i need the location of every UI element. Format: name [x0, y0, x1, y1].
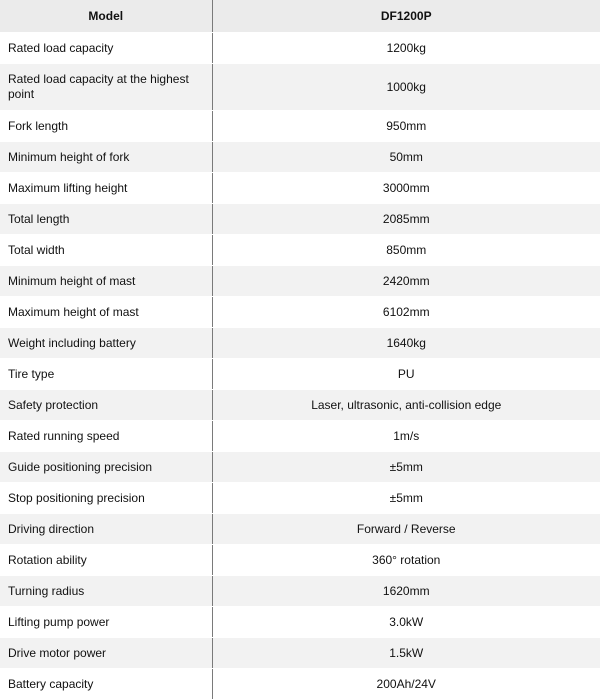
table-row [0, 142, 600, 173]
model-header-value: DF1200P [212, 0, 600, 33]
row-label: Minimum height of mast [0, 266, 212, 297]
row-label: Fork length [0, 111, 212, 142]
table-row [0, 297, 600, 328]
row-value: 6102mm [212, 297, 600, 328]
table-row [0, 669, 600, 700]
row-value: 1m/s [212, 421, 600, 452]
row-label: Rated load capacity at the highest point [0, 64, 212, 111]
row-value: Forward / Reverse [212, 514, 600, 545]
table-row [0, 328, 600, 359]
row-value: ±5mm [212, 483, 600, 514]
row-label: Rated load capacity [0, 33, 212, 64]
row-value: 1640kg [212, 328, 600, 359]
table-row [0, 390, 600, 421]
row-label: Rotation ability [0, 545, 212, 576]
table-row [0, 64, 600, 111]
row-label: Total width [0, 235, 212, 266]
row-label: Maximum lifting height [0, 173, 212, 204]
row-value: PU [212, 359, 600, 390]
table-row [0, 266, 600, 297]
row-label: Rated running speed [0, 421, 212, 452]
table-row [0, 607, 600, 638]
table-row [0, 452, 600, 483]
table-row [0, 421, 600, 452]
table-row [0, 483, 600, 514]
row-label: Maximum height of mast [0, 297, 212, 328]
row-value: 200Ah/24V [212, 669, 600, 700]
row-label: Turning radius [0, 576, 212, 607]
row-value: ±5mm [212, 452, 600, 483]
row-value: 50mm [212, 142, 600, 173]
row-value: 1200kg [212, 33, 600, 64]
row-value: 1.5kW [212, 638, 600, 669]
table-header-row [0, 0, 600, 33]
table-row [0, 204, 600, 235]
table-row [0, 111, 600, 142]
table-row [0, 359, 600, 390]
row-value: Laser, ultrasonic, anti-collision edge [212, 390, 600, 421]
row-label: Driving direction [0, 514, 212, 545]
table-row [0, 638, 600, 669]
table-row [0, 235, 600, 266]
row-label: Guide positioning precision [0, 452, 212, 483]
row-value: 950mm [212, 111, 600, 142]
row-value: 2085mm [212, 204, 600, 235]
row-label: Safety protection [0, 390, 212, 421]
table-row [0, 514, 600, 545]
row-value: 360° rotation [212, 545, 600, 576]
table-row [0, 576, 600, 607]
table-row [0, 33, 600, 64]
table-row [0, 545, 600, 576]
row-value: 2420mm [212, 266, 600, 297]
row-label: Stop positioning precision [0, 483, 212, 514]
row-value: 3000mm [212, 173, 600, 204]
row-label: Battery capacity [0, 669, 212, 700]
row-label: Lifting pump power [0, 607, 212, 638]
table-row [0, 173, 600, 204]
row-label: Weight including battery [0, 328, 212, 359]
model-header-label: Model [0, 0, 212, 33]
row-label: Drive motor power [0, 638, 212, 669]
row-value: 1620mm [212, 576, 600, 607]
row-value: 3.0kW [212, 607, 600, 638]
row-value: 1000kg [212, 64, 600, 111]
row-label: Total length [0, 204, 212, 235]
row-label: Tire type [0, 359, 212, 390]
row-value: 850mm [212, 235, 600, 266]
row-label: Minimum height of fork [0, 142, 212, 173]
